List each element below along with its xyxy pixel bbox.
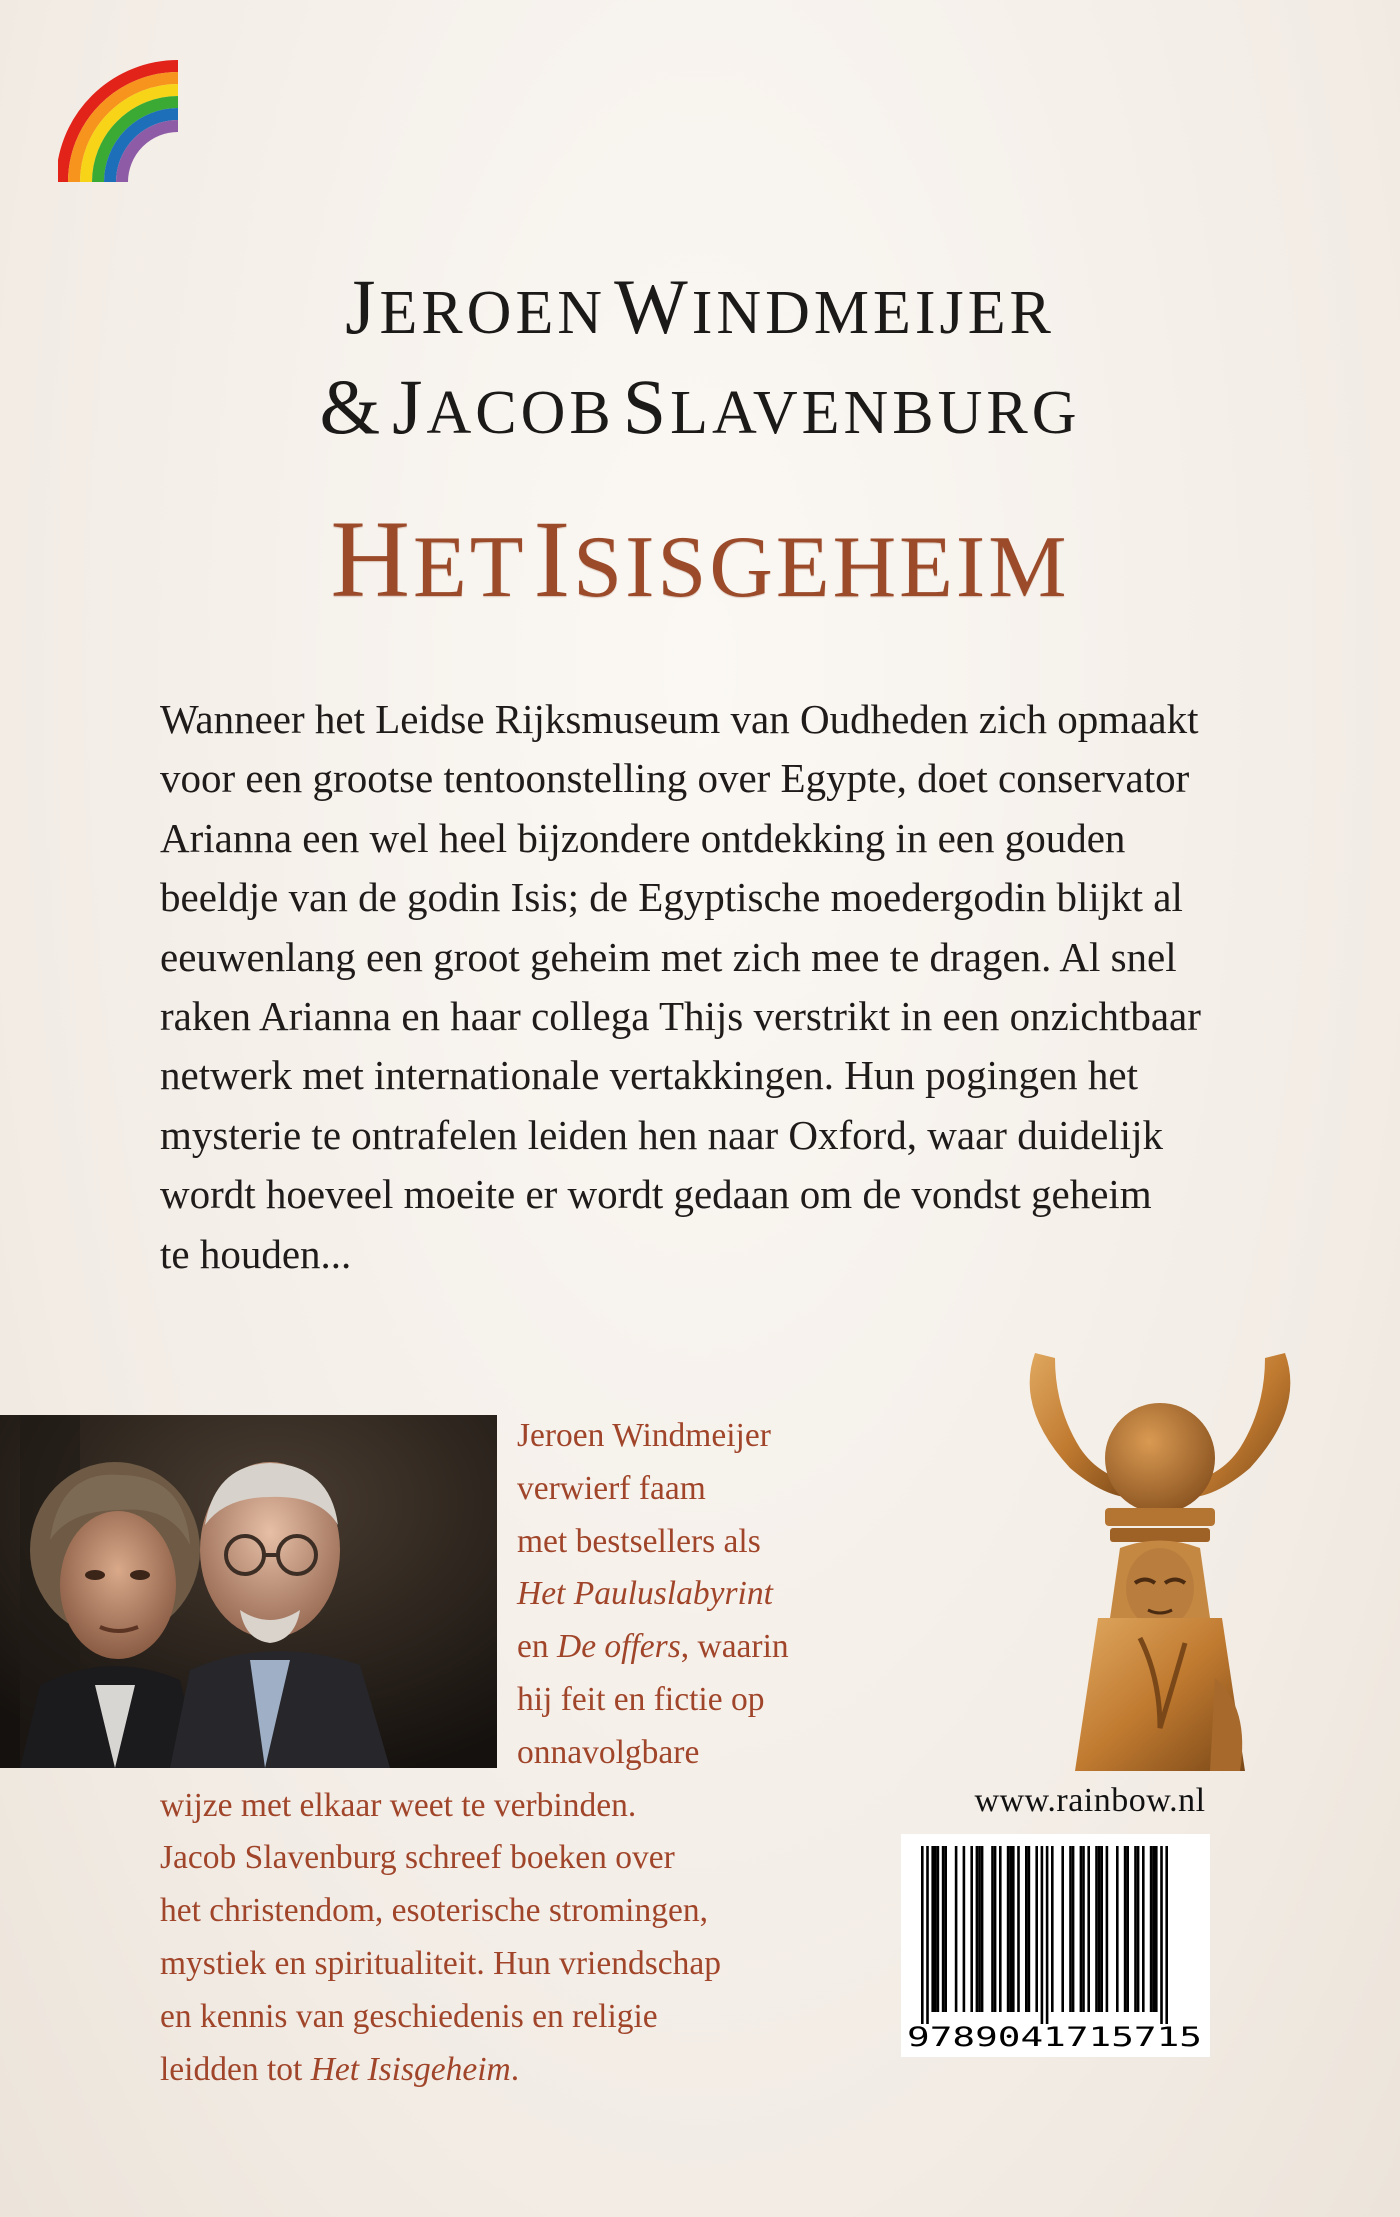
isbn-number: 9789041715715 [907,2022,1202,2053]
isbn-barcode [901,1834,1210,2057]
barcode-bar [1025,1846,1028,2012]
barcode-bar [970,1846,973,2012]
author-line-1: JEROEN WINDMEIJER [345,263,1055,350]
barcode-bar [1080,1846,1083,2012]
barcode-bar [1142,1846,1145,2012]
barcode-bar [1137,1846,1140,2012]
barcode-bar [1155,1846,1158,2012]
barcode-bar [991,1846,994,2012]
bio-line: hij feit en fictie op [517,1680,765,1718]
barcode-bar [1082,1846,1085,2012]
synopsis-line: Wanneer het Leidse Rijksmuseum van Oudheden zich opmaakt [160,696,1199,742]
barcode-bar [1028,1846,1031,2012]
barcode-bar [1069,1846,1072,2012]
barcode-bar [921,1846,924,2024]
barcode-bar [1046,1846,1049,2024]
barcode-bar [1012,1846,1015,2012]
barcode-bar [944,1846,947,2012]
barcode-bar [1087,1846,1090,2012]
barcode-bar [978,1846,981,2012]
barcode-bar [1126,1846,1129,2012]
barcode-bar [1095,1846,1098,2012]
synopsis-line: te houden... [160,1230,352,1277]
barcode-bar [1017,1846,1020,2012]
synopsis-line: wordt hoeveel moeite er wordt gedaan om de vondst geheim [160,1171,1152,1218]
synopsis-line: netwerk met internationale vertakkingen. Hun pogingen het [160,1052,1138,1099]
bio-line: Jacob Slavenburg schreef boeken over [160,1839,675,1877]
barcode-bar [994,1846,997,2012]
barcode-bar [981,1846,984,2012]
barcode-bar [1098,1846,1101,2012]
barcode-bar [1124,1846,1127,2012]
synopsis-line: mysterie te ontrafelen leiden hen naar Oxford, waar duidelijk [160,1111,1163,1158]
barcode-bar [963,1846,966,2012]
barcode-bar [1035,1846,1038,2012]
author-bio [160,1410,920,2096]
barcode-bar [1116,1846,1119,2012]
barcode-bar [1100,1846,1103,2012]
bio-line: leidden tot Het Isisgeheim. [160,2050,520,2088]
synopsis-line: Arianna een wel heel bijzondere ontdekking in een gouden [160,814,1126,861]
bio-line: wijze met elkaar weet te verbinden. [160,1786,637,1824]
synopsis-line: beeldje van de godin Isis; de Egyptische moedergodin blijkt al [160,874,1183,921]
author-line-2: & JACOB SLAVENBURG [319,363,1081,450]
synopsis-line: eeuwenlang een groot geheim met zich mee te dragen. Al snel [160,933,1177,980]
bio-line: met bestsellers als [517,1522,761,1560]
barcode-bar [1007,1846,1010,2012]
barcode-bar [1150,1846,1153,2012]
bio-book-title: De offers [557,1628,681,1666]
synopsis-line: voor een grootse tentoonstelling over Egypte, doet conservator [160,755,1190,802]
bio-book-title: Het Isisgeheim [310,2050,511,2088]
bio-book-title: Het Pauluslabyrint [517,1575,773,1613]
barcode-bar [934,1846,937,2012]
publisher-website[interactable]: www.rainbow.nl [974,1782,1206,1819]
barcode-bar [976,1846,979,2012]
barcode-bar [931,1846,934,2012]
barcode-bar [1134,1846,1137,2012]
barcode-bar [999,1846,1002,2012]
bio-line: onnavolgbare [517,1733,700,1771]
book-title: HET ISISGEHEIM [330,498,1070,620]
bio-line: mystiek en spiritualiteit. Hun vriendschap [160,1944,722,1982]
barcode-bar [1152,1846,1155,2012]
bio-line: het christendom, esoterische stromingen, [160,1892,708,1930]
barcode-bar [1009,1846,1012,2012]
barcode-bar [942,1846,945,2012]
isis-statuette-image [1010,1348,1310,1771]
barcode-bar [1160,1846,1163,2024]
barcode-bar [937,1846,940,2012]
barcode-bar [926,1846,929,2024]
bio-line: verwierf faam [517,1469,706,1507]
barcode-bar [1072,1846,1075,2012]
bio-line: Jeroen Windmeijer [517,1417,771,1454]
rainbow-icon [58,58,182,182]
barcode-bar [1051,1846,1054,2012]
barcode-bar [1061,1846,1064,2012]
bio-line: en De offers, waarin [517,1628,789,1666]
barcode-bar [1106,1846,1109,2012]
barcode-bar [955,1846,958,2012]
synopsis [160,690,1242,1284]
synopsis-line: raken Arianna en haar collega Thijs verstrikt in een onzichtbaar [160,993,1201,1040]
barcode-bar [1165,1846,1168,2024]
bio-line: en kennis van geschiedenis en religie [160,1997,658,2035]
barcode-bar [1041,1846,1044,2024]
